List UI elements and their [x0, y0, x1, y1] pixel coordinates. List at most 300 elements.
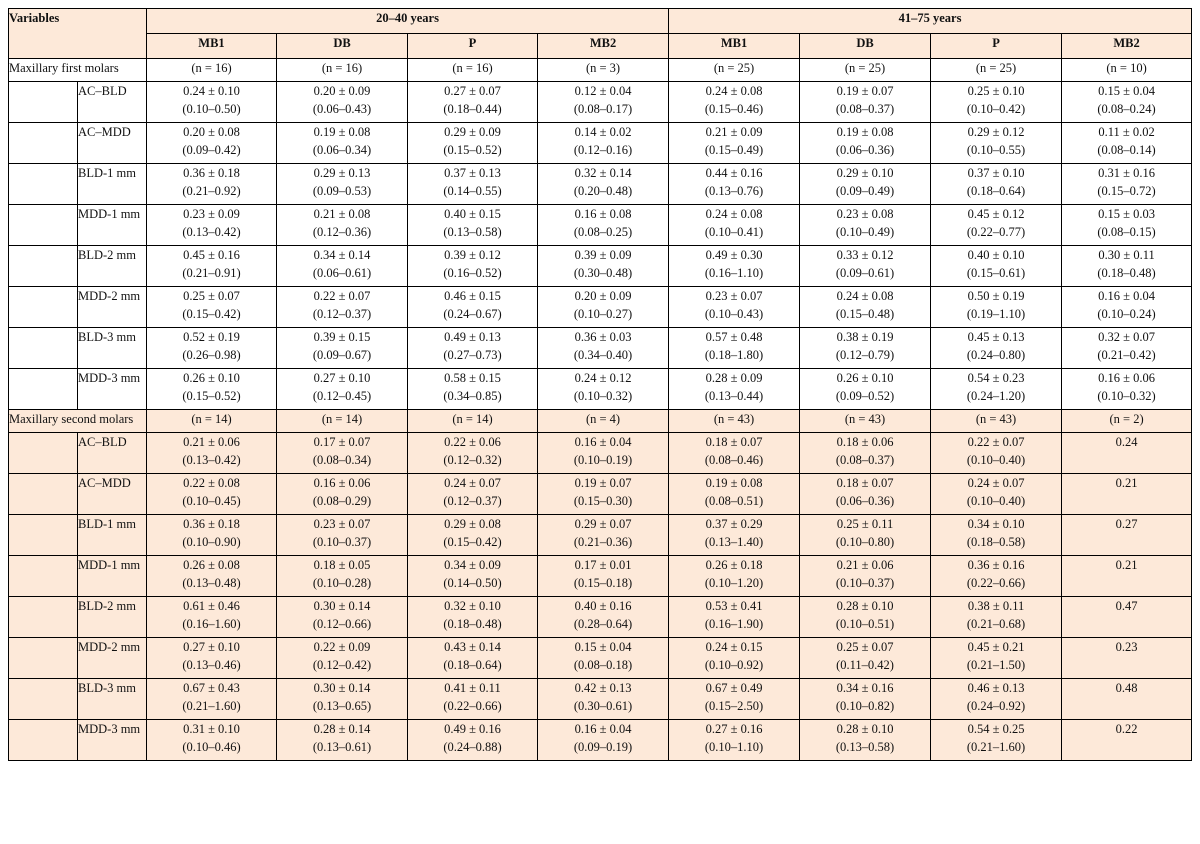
mean-sd-value: 0.36 ± 0.18	[183, 166, 240, 180]
value-cell	[1062, 474, 1192, 515]
value-cell	[408, 123, 538, 164]
mean-sd-value: 0.17 ± 0.07	[313, 435, 371, 449]
mean-sd-value: 0.15 ± 0.03	[1098, 207, 1155, 221]
range-value: (0.21–0.92)	[182, 184, 241, 198]
variable-label: MDD-2 mm	[78, 638, 147, 679]
mean-sd-value: 0.28 ± 0.09	[705, 371, 763, 385]
sample-size-cell: (n = 43)	[931, 410, 1062, 433]
mean-sd-value: 0.45 ± 0.16	[183, 248, 240, 262]
value-cell	[277, 123, 408, 164]
range-value: (0.10–0.43)	[704, 307, 764, 321]
range-value: (0.12–0.37)	[443, 494, 502, 508]
range-value: (0.15–0.46)	[704, 102, 764, 116]
mean-sd-value: 0.19 ± 0.08	[705, 476, 763, 490]
mean-sd-value: 0.15 ± 0.04	[1098, 84, 1155, 98]
mean-sd-value: 0.31 ± 0.16	[1098, 166, 1155, 180]
variable-label: BLD-3 mm	[78, 328, 147, 369]
value-cell	[408, 597, 538, 638]
value-cell	[538, 597, 669, 638]
sample-size-cell: (n = 25)	[931, 59, 1062, 82]
range-value: (0.10–0.50)	[182, 102, 241, 116]
range-value: (0.10–0.24)	[1097, 307, 1156, 321]
range-value: (0.10–1.10)	[704, 740, 764, 754]
mean-sd-value: 0.67 ± 0.43	[183, 681, 240, 695]
mean-sd-value: 0.67 ± 0.49	[705, 681, 763, 695]
mean-sd-value: 0.47	[1115, 599, 1138, 613]
value-cell	[147, 246, 277, 287]
range-value: (0.13–0.42)	[182, 453, 241, 467]
mean-sd-value: 0.32 ± 0.14	[574, 166, 632, 180]
range-value: (0.13–0.58)	[835, 740, 895, 754]
value-cell	[669, 205, 800, 246]
mean-sd-value: 0.18 ± 0.06	[836, 435, 894, 449]
range-value: (0.08–0.18)	[573, 658, 633, 672]
column-header: P	[408, 34, 538, 59]
sample-size-cell: (n = 4)	[538, 410, 669, 433]
value-cell	[538, 123, 669, 164]
table-row	[9, 205, 1192, 246]
mean-sd-value: 0.50 ± 0.19	[967, 289, 1025, 303]
value-cell	[800, 164, 931, 205]
mean-sd-value: 0.32 ± 0.07	[1098, 330, 1155, 344]
range-value: (0.15–0.48)	[835, 307, 895, 321]
range-value: (0.15–0.52)	[443, 143, 502, 157]
range-value: (0.06–0.36)	[835, 494, 895, 508]
sample-size-cell: (n = 25)	[669, 59, 800, 82]
range-value: (0.18–0.44)	[443, 102, 502, 116]
value-cell	[931, 433, 1062, 474]
mean-sd-value: 0.25 ± 0.07	[836, 640, 894, 654]
range-value: (0.24–0.80)	[966, 348, 1026, 362]
mean-sd-value: 0.18 ± 0.07	[705, 435, 763, 449]
mean-sd-value: 0.29 ± 0.07	[574, 517, 632, 531]
mean-sd-value: 0.30 ± 0.14	[313, 681, 371, 695]
mean-sd-value: 0.26 ± 0.08	[183, 558, 240, 572]
range-value: (0.10–0.37)	[835, 576, 895, 590]
mean-sd-value: 0.23 ± 0.07	[705, 289, 763, 303]
mean-sd-value: 0.46 ± 0.13	[967, 681, 1025, 695]
value-cell	[931, 679, 1062, 720]
mean-sd-value: 0.27 ± 0.16	[705, 722, 763, 736]
mean-sd-value: 0.16 ± 0.06	[1098, 371, 1155, 385]
mean-sd-value: 0.49 ± 0.13	[444, 330, 501, 344]
range-value: (0.16–1.90)	[704, 617, 764, 631]
value-cell	[147, 474, 277, 515]
value-cell	[1062, 679, 1192, 720]
value-cell	[147, 638, 277, 679]
variable-label: BLD-1 mm	[78, 515, 147, 556]
column-header: MB2	[1062, 34, 1192, 59]
range-value: (0.10–0.46)	[182, 740, 241, 754]
range-value: (0.10–0.19)	[573, 453, 633, 467]
mean-sd-value: 0.27 ± 0.10	[183, 640, 240, 654]
mean-sd-value: 0.24 ± 0.08	[705, 84, 763, 98]
mean-sd-value: 0.34 ± 0.16	[836, 681, 894, 695]
mean-sd-value: 0.24 ± 0.15	[705, 640, 763, 654]
variables-header: Variables	[9, 9, 147, 59]
value-cell	[408, 328, 538, 369]
value-cell	[931, 638, 1062, 679]
mean-sd-value: 0.40 ± 0.10	[967, 248, 1025, 262]
range-value: (0.34–0.40)	[573, 348, 633, 362]
range-value: (0.10–0.40)	[966, 494, 1026, 508]
table-row	[9, 679, 1192, 720]
value-cell	[147, 720, 277, 761]
value-cell	[800, 720, 931, 761]
value-cell	[669, 433, 800, 474]
value-cell	[538, 82, 669, 123]
value-cell	[147, 679, 277, 720]
range-value: (0.22–0.66)	[966, 576, 1026, 590]
value-cell	[931, 287, 1062, 328]
range-value: (0.24–0.92)	[966, 699, 1026, 713]
mean-sd-value: 0.23 ± 0.09	[183, 207, 240, 221]
mean-sd-value: 0.20 ± 0.09	[313, 84, 371, 98]
sample-size-cell: (n = 14)	[408, 410, 538, 433]
range-value: (0.08–0.51)	[704, 494, 764, 508]
value-cell	[147, 369, 277, 410]
table-row	[9, 246, 1192, 287]
value-cell	[669, 474, 800, 515]
range-value: (0.22–0.66)	[443, 699, 502, 713]
mean-sd-value: 0.19 ± 0.08	[313, 125, 371, 139]
value-cell	[669, 246, 800, 287]
range-value: (0.13–0.48)	[182, 576, 241, 590]
value-cell	[1062, 328, 1192, 369]
value-cell	[1062, 82, 1192, 123]
value-cell	[538, 433, 669, 474]
range-value: (0.27–0.73)	[443, 348, 502, 362]
range-value: (0.15–0.72)	[1097, 184, 1156, 198]
mean-sd-value: 0.19 ± 0.07	[574, 476, 632, 490]
value-cell	[1062, 369, 1192, 410]
mean-sd-value: 0.21 ± 0.06	[836, 558, 894, 572]
mean-sd-value: 0.52 ± 0.19	[183, 330, 240, 344]
indent-cell	[9, 720, 78, 761]
range-value: (0.08–0.29)	[312, 494, 372, 508]
mean-sd-value: 0.24 ± 0.10	[183, 84, 240, 98]
value-cell	[147, 164, 277, 205]
value-cell	[931, 556, 1062, 597]
value-cell	[931, 82, 1062, 123]
mean-sd-value: 0.24 ± 0.08	[836, 289, 894, 303]
mean-sd-value: 0.22 ± 0.06	[444, 435, 501, 449]
mean-sd-value: 0.20 ± 0.08	[183, 125, 240, 139]
mean-sd-value: 0.26 ± 0.10	[183, 371, 240, 385]
range-value: (0.18–0.64)	[966, 184, 1026, 198]
value-cell	[800, 123, 931, 164]
range-value: (0.15–0.30)	[573, 494, 633, 508]
range-value: (0.08–0.17)	[573, 102, 633, 116]
value-cell	[408, 720, 538, 761]
range-value: (0.30–0.48)	[573, 266, 633, 280]
mean-sd-value: 0.61 ± 0.46	[183, 599, 240, 613]
value-cell	[800, 515, 931, 556]
range-value: (0.15–0.42)	[443, 535, 502, 549]
range-value: (0.15–0.42)	[182, 307, 241, 321]
mean-sd-value: 0.22	[1115, 722, 1138, 736]
value-cell	[277, 328, 408, 369]
range-value: (0.12–0.45)	[312, 389, 372, 403]
value-cell	[1062, 123, 1192, 164]
range-value: (0.13–1.40)	[704, 535, 764, 549]
sample-size-cell: (n = 14)	[277, 410, 408, 433]
mean-sd-value: 0.20 ± 0.09	[574, 289, 632, 303]
value-cell	[800, 246, 931, 287]
mean-sd-value: 0.32 ± 0.10	[444, 599, 501, 613]
column-header: P	[931, 34, 1062, 59]
value-cell	[277, 597, 408, 638]
indent-cell	[9, 205, 78, 246]
mean-sd-value: 0.54 ± 0.25	[967, 722, 1025, 736]
range-value: (0.10–1.20)	[704, 576, 764, 590]
mean-sd-value: 0.19 ± 0.07	[836, 84, 894, 98]
value-cell	[408, 82, 538, 123]
mean-sd-value: 0.37 ± 0.29	[705, 517, 763, 531]
mean-sd-value: 0.40 ± 0.15	[444, 207, 501, 221]
sample-size-cell: (n = 43)	[800, 410, 931, 433]
column-header: DB	[800, 34, 931, 59]
mean-sd-value: 0.46 ± 0.15	[444, 289, 501, 303]
range-value: (0.13–0.44)	[704, 389, 764, 403]
value-cell	[277, 82, 408, 123]
range-value: (0.13–0.46)	[182, 658, 241, 672]
value-cell	[1062, 287, 1192, 328]
mean-sd-value: 0.28 ± 0.10	[836, 722, 894, 736]
variable-label: AC–MDD	[78, 123, 147, 164]
value-cell	[147, 123, 277, 164]
range-value: (0.20–0.48)	[573, 184, 633, 198]
range-value: (0.21–0.91)	[182, 266, 241, 280]
sample-size-cell: (n = 14)	[147, 410, 277, 433]
range-value: (0.10–0.45)	[182, 494, 241, 508]
mean-sd-value: 0.49 ± 0.16	[444, 722, 501, 736]
mean-sd-value: 0.25 ± 0.11	[836, 517, 894, 531]
range-value: (0.21–0.36)	[573, 535, 633, 549]
value-cell	[1062, 556, 1192, 597]
range-value: (0.11–0.42)	[836, 658, 894, 672]
mean-sd-value: 0.37 ± 0.10	[967, 166, 1025, 180]
mean-sd-value: 0.27 ± 0.07	[444, 84, 501, 98]
range-value: (0.12–0.42)	[312, 658, 372, 672]
table-row	[9, 474, 1192, 515]
range-value: (0.09–0.42)	[182, 143, 241, 157]
variable-label: MDD-1 mm	[78, 205, 147, 246]
mean-sd-value: 0.21 ± 0.06	[183, 435, 240, 449]
mean-sd-value: 0.27 ± 0.10	[313, 371, 371, 385]
value-cell	[931, 369, 1062, 410]
range-value: (0.19–1.10)	[966, 307, 1026, 321]
value-cell	[408, 433, 538, 474]
sample-size-cell: (n = 16)	[408, 59, 538, 82]
mean-sd-value: 0.25 ± 0.07	[183, 289, 240, 303]
mean-sd-value: 0.22 ± 0.07	[313, 289, 371, 303]
value-cell	[277, 474, 408, 515]
value-cell	[408, 164, 538, 205]
indent-cell	[9, 123, 78, 164]
value-cell	[931, 246, 1062, 287]
age-group-header: 20–40 years	[147, 9, 669, 34]
value-cell	[1062, 515, 1192, 556]
mean-sd-value: 0.45 ± 0.21	[967, 640, 1025, 654]
mean-sd-value: 0.19 ± 0.08	[836, 125, 894, 139]
value-cell	[147, 515, 277, 556]
mean-sd-value: 0.44 ± 0.16	[705, 166, 763, 180]
range-value: (0.09–0.61)	[835, 266, 895, 280]
range-value: (0.08–0.24)	[1097, 102, 1156, 116]
table-row	[9, 287, 1192, 328]
mean-sd-value: 0.48	[1115, 681, 1138, 695]
range-value: (0.13–0.58)	[443, 225, 502, 239]
sample-size-cell: (n = 16)	[147, 59, 277, 82]
range-value: (0.15–0.18)	[573, 576, 633, 590]
mean-sd-value: 0.36 ± 0.18	[183, 517, 240, 531]
data-table	[8, 8, 1192, 761]
value-cell	[147, 597, 277, 638]
mean-sd-value: 0.22 ± 0.07	[967, 435, 1025, 449]
range-value: (0.12–0.37)	[312, 307, 372, 321]
value-cell	[1062, 433, 1192, 474]
value-cell	[538, 556, 669, 597]
value-cell	[931, 515, 1062, 556]
value-cell	[538, 246, 669, 287]
mean-sd-value: 0.57 ± 0.48	[705, 330, 763, 344]
range-value: (0.21–1.60)	[182, 699, 241, 713]
range-value: (0.18–0.58)	[966, 535, 1026, 549]
range-value: (0.22–0.77)	[966, 225, 1026, 239]
value-cell	[931, 720, 1062, 761]
range-value: (0.10–0.32)	[1097, 389, 1156, 403]
range-value: (0.21–0.42)	[1097, 348, 1156, 362]
range-value: (0.10–0.42)	[966, 102, 1026, 116]
mean-sd-value: 0.21	[1115, 558, 1138, 572]
range-value: (0.15–2.50)	[704, 699, 764, 713]
range-value: (0.12–0.32)	[443, 453, 502, 467]
range-value: (0.10–0.90)	[182, 535, 241, 549]
table-row	[9, 556, 1192, 597]
variable-label: MDD-2 mm	[78, 287, 147, 328]
indent-cell	[9, 287, 78, 328]
range-value: (0.08–0.34)	[312, 453, 372, 467]
mean-sd-value: 0.17 ± 0.01	[574, 558, 632, 572]
value-cell	[538, 164, 669, 205]
range-value: (0.06–0.34)	[312, 143, 372, 157]
mean-sd-value: 0.38 ± 0.19	[836, 330, 894, 344]
value-cell	[277, 679, 408, 720]
mean-sd-value: 0.21 ± 0.09	[705, 125, 763, 139]
range-value: (0.16–0.52)	[443, 266, 502, 280]
value-cell	[931, 123, 1062, 164]
value-cell	[277, 164, 408, 205]
value-cell	[669, 123, 800, 164]
value-cell	[1062, 246, 1192, 287]
value-cell	[277, 433, 408, 474]
value-cell	[277, 515, 408, 556]
indent-cell	[9, 679, 78, 720]
mean-sd-value: 0.41 ± 0.11	[444, 681, 501, 695]
table-row	[9, 328, 1192, 369]
value-cell	[277, 246, 408, 287]
range-value: (0.13–0.65)	[312, 699, 372, 713]
range-value: (0.10–0.32)	[573, 389, 633, 403]
variable-label: BLD-2 mm	[78, 597, 147, 638]
value-cell	[800, 679, 931, 720]
mean-sd-value: 0.14 ± 0.02	[574, 125, 632, 139]
value-cell	[408, 515, 538, 556]
range-value: (0.15–0.61)	[966, 266, 1026, 280]
value-cell	[277, 720, 408, 761]
table-row	[9, 720, 1192, 761]
column-header: MB2	[538, 34, 669, 59]
value-cell	[800, 82, 931, 123]
range-value: (0.12–0.66)	[312, 617, 372, 631]
range-value: (0.21–1.50)	[966, 658, 1026, 672]
mean-sd-value: 0.30 ± 0.11	[1098, 248, 1155, 262]
mean-sd-value: 0.23 ± 0.08	[836, 207, 894, 221]
column-header: MB1	[669, 34, 800, 59]
range-value: (0.09–0.49)	[835, 184, 895, 198]
mean-sd-value: 0.30 ± 0.14	[313, 599, 371, 613]
sample-size-cell: (n = 3)	[538, 59, 669, 82]
variable-label: MDD-3 mm	[78, 369, 147, 410]
range-value: (0.24–0.88)	[443, 740, 502, 754]
value-cell	[931, 328, 1062, 369]
range-value: (0.10–0.92)	[704, 658, 764, 672]
value-cell	[277, 556, 408, 597]
value-cell	[408, 474, 538, 515]
indent-cell	[9, 246, 78, 287]
section-title: Maxillary first molars	[9, 59, 147, 82]
range-value: (0.16–1.60)	[182, 617, 241, 631]
table-row	[9, 82, 1192, 123]
mean-sd-value: 0.18 ± 0.05	[313, 558, 371, 572]
value-cell	[408, 205, 538, 246]
range-value: (0.08–0.15)	[1097, 225, 1156, 239]
range-value: (0.06–0.61)	[312, 266, 372, 280]
range-value: (0.08–0.37)	[835, 102, 895, 116]
value-cell	[931, 474, 1062, 515]
value-cell	[538, 287, 669, 328]
range-value: (0.15–0.49)	[704, 143, 764, 157]
mean-sd-value: 0.22 ± 0.08	[183, 476, 240, 490]
value-cell	[408, 556, 538, 597]
mean-sd-value: 0.34 ± 0.14	[313, 248, 371, 262]
table-row	[9, 638, 1192, 679]
mean-sd-value: 0.49 ± 0.30	[705, 248, 763, 262]
value-cell	[1062, 164, 1192, 205]
value-cell	[1062, 720, 1192, 761]
mean-sd-value: 0.28 ± 0.14	[313, 722, 371, 736]
mean-sd-value: 0.16 ± 0.04	[574, 722, 632, 736]
table-row	[9, 123, 1192, 164]
value-cell	[669, 369, 800, 410]
value-cell	[408, 246, 538, 287]
value-cell	[669, 597, 800, 638]
mean-sd-value: 0.53 ± 0.41	[705, 599, 763, 613]
variable-label: BLD-3 mm	[78, 679, 147, 720]
mean-sd-value: 0.54 ± 0.23	[967, 371, 1025, 385]
value-cell	[408, 679, 538, 720]
value-cell	[147, 433, 277, 474]
range-value: (0.08–0.14)	[1097, 143, 1156, 157]
value-cell	[147, 82, 277, 123]
range-value: (0.06–0.36)	[835, 143, 895, 157]
value-cell	[931, 164, 1062, 205]
range-value: (0.10–0.37)	[312, 535, 372, 549]
range-value: (0.08–0.37)	[835, 453, 895, 467]
mean-sd-value: 0.36 ± 0.03	[574, 330, 632, 344]
mean-sd-value: 0.39 ± 0.15	[313, 330, 371, 344]
